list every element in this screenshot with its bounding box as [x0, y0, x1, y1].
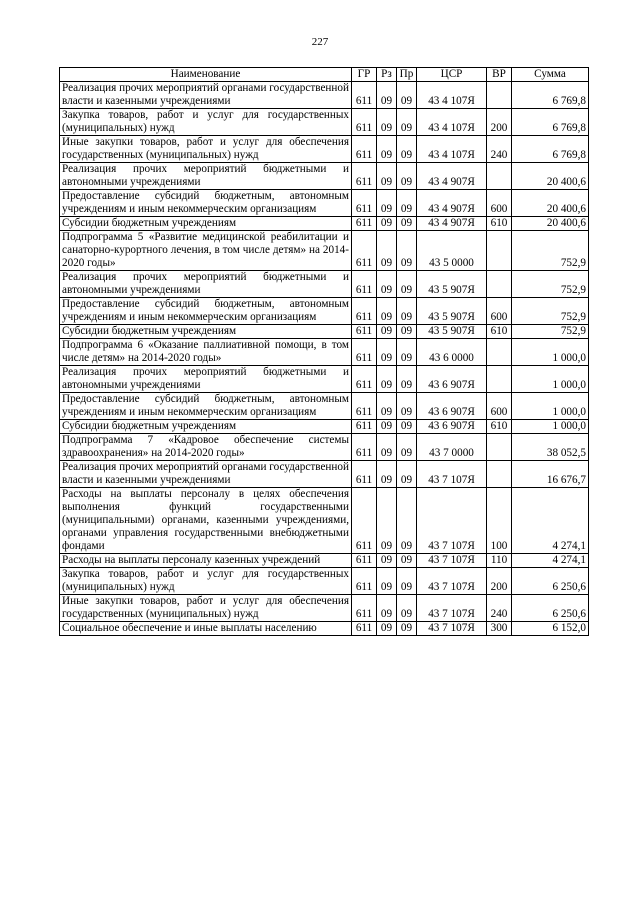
cell-csr: 43 6 0000: [417, 339, 487, 366]
cell-gr: 611: [352, 231, 377, 271]
cell-pr: 09: [397, 393, 417, 420]
cell-name: Иные закупки товаров, работ и услуг для обеспечения государственных (муниципальных) нужд: [60, 136, 352, 163]
cell-sum: 1 000,0: [512, 393, 589, 420]
cell-name: Субсидии бюджетным учреждениям: [60, 420, 352, 434]
cell-csr: 43 7 0000: [417, 434, 487, 461]
cell-gr: 611: [352, 190, 377, 217]
cell-gr: 611: [352, 393, 377, 420]
cell-csr: 43 4 107Я: [417, 109, 487, 136]
header-rz: Рз: [377, 68, 397, 82]
cell-pr: 09: [397, 461, 417, 488]
cell-sum: 752,9: [512, 271, 589, 298]
cell-csr: 43 6 907Я: [417, 393, 487, 420]
cell-name: Реализация прочих мероприятий бюджетными и автономными учреждениями: [60, 271, 352, 298]
cell-sum: 6 769,8: [512, 82, 589, 109]
cell-pr: 09: [397, 366, 417, 393]
cell-csr: 43 5 907Я: [417, 271, 487, 298]
cell-sum: 4 274,1: [512, 488, 589, 554]
cell-csr: 43 5 0000: [417, 231, 487, 271]
cell-name: Субсидии бюджетным учреждениям: [60, 325, 352, 339]
table-row: [60, 109, 589, 136]
cell-pr: 09: [397, 163, 417, 190]
cell-gr: 611: [352, 488, 377, 554]
cell-name: Субсидии бюджетным учреждениям: [60, 217, 352, 231]
cell-csr: 43 4 107Я: [417, 82, 487, 109]
cell-pr: 09: [397, 298, 417, 325]
cell-csr: 43 5 907Я: [417, 298, 487, 325]
cell-vr: 600: [487, 298, 512, 325]
cell-vr: [487, 339, 512, 366]
cell-name: Закупка товаров, работ и услуг для государственных (муниципальных) нужд: [60, 109, 352, 136]
header-csr: ЦСР: [417, 68, 487, 82]
cell-pr: 09: [397, 231, 417, 271]
cell-rz: 09: [377, 366, 397, 393]
header-row: [60, 68, 589, 82]
table-row: [60, 217, 589, 231]
cell-pr: 09: [397, 568, 417, 595]
cell-rz: 09: [377, 231, 397, 271]
cell-gr: 611: [352, 325, 377, 339]
cell-sum: 6 769,8: [512, 109, 589, 136]
cell-csr: 43 7 107Я: [417, 488, 487, 554]
cell-gr: 611: [352, 136, 377, 163]
cell-vr: 200: [487, 568, 512, 595]
cell-rz: 09: [377, 554, 397, 568]
cell-gr: 611: [352, 82, 377, 109]
table-row: [60, 393, 589, 420]
cell-csr: 43 4 907Я: [417, 217, 487, 231]
cell-pr: 09: [397, 488, 417, 554]
cell-rz: 09: [377, 109, 397, 136]
cell-sum: 1 000,0: [512, 420, 589, 434]
cell-name: Расходы на выплаты персоналу в целях обеспечения выполнения функций государственными (муниципальными) органами, казенными учреждениями, органами управления государственными внебюджетными фондами: [60, 488, 352, 554]
cell-gr: 611: [352, 554, 377, 568]
cell-sum: 16 676,7: [512, 461, 589, 488]
cell-name: Предоставление субсидий бюджетным, автономным учреждениям и иным некоммерческим организациям: [60, 298, 352, 325]
cell-sum: 6 250,6: [512, 568, 589, 595]
cell-pr: 09: [397, 136, 417, 163]
table-header: [60, 68, 589, 82]
cell-vr: [487, 271, 512, 298]
cell-gr: 611: [352, 568, 377, 595]
table-row: [60, 434, 589, 461]
table-row: [60, 568, 589, 595]
cell-gr: 611: [352, 461, 377, 488]
header-sum: Сумма: [512, 68, 589, 82]
cell-rz: 09: [377, 163, 397, 190]
cell-pr: 09: [397, 109, 417, 136]
cell-gr: 611: [352, 109, 377, 136]
cell-sum: 752,9: [512, 231, 589, 271]
cell-gr: 611: [352, 434, 377, 461]
cell-vr: 200: [487, 109, 512, 136]
cell-sum: 4 274,1: [512, 554, 589, 568]
cell-vr: [487, 461, 512, 488]
cell-rz: 09: [377, 393, 397, 420]
cell-pr: 09: [397, 190, 417, 217]
cell-name: Подпрограмма 5 «Развитие медицинской реабилитации и санаторно-курортного лечения, в том числе детям» на 2014-2020 годы»: [60, 231, 352, 271]
header-vr: ВР: [487, 68, 512, 82]
cell-rz: 09: [377, 339, 397, 366]
cell-name: Расходы на выплаты персоналу казенных учреждений: [60, 554, 352, 568]
cell-rz: 09: [377, 271, 397, 298]
cell-vr: 610: [487, 325, 512, 339]
cell-csr: 43 7 107Я: [417, 568, 487, 595]
cell-name: Иные закупки товаров, работ и услуг для обеспечения государственных (муниципальных) нужд: [60, 595, 352, 622]
table-row: [60, 366, 589, 393]
header-name: Наименование: [60, 68, 352, 82]
cell-vr: [487, 163, 512, 190]
cell-rz: 09: [377, 420, 397, 434]
cell-vr: 240: [487, 136, 512, 163]
cell-name: Реализация прочих мероприятий органами государственной власти и казенными учреждениями: [60, 82, 352, 109]
cell-gr: 611: [352, 271, 377, 298]
cell-pr: 09: [397, 82, 417, 109]
cell-name: Подпрограмма 6 «Оказание паллиативной помощи, в том числе детям» на 2014-2020 годы»: [60, 339, 352, 366]
cell-rz: 09: [377, 325, 397, 339]
cell-vr: 110: [487, 554, 512, 568]
table-row: [60, 622, 589, 636]
cell-gr: 611: [352, 366, 377, 393]
cell-name: Предоставление субсидий бюджетным, автономным учреждениям и иным некоммерческим организациям: [60, 393, 352, 420]
cell-csr: 43 7 107Я: [417, 461, 487, 488]
cell-rz: 09: [377, 298, 397, 325]
cell-vr: [487, 231, 512, 271]
cell-csr: 43 6 907Я: [417, 420, 487, 434]
table-row: [60, 488, 589, 554]
cell-pr: 09: [397, 622, 417, 636]
cell-pr: 09: [397, 595, 417, 622]
cell-sum: 20 400,6: [512, 217, 589, 231]
cell-csr: 43 6 907Я: [417, 366, 487, 393]
cell-name: Закупка товаров, работ и услуг для государственных (муниципальных) нужд: [60, 568, 352, 595]
table-row: [60, 82, 589, 109]
cell-gr: 611: [352, 298, 377, 325]
cell-gr: 611: [352, 622, 377, 636]
cell-sum: 1 000,0: [512, 339, 589, 366]
page-number: 227: [311, 36, 329, 48]
table-row: [60, 595, 589, 622]
cell-pr: 09: [397, 325, 417, 339]
table-row: [60, 298, 589, 325]
cell-csr: 43 7 107Я: [417, 622, 487, 636]
cell-sum: 38 052,5: [512, 434, 589, 461]
cell-rz: 09: [377, 434, 397, 461]
cell-rz: 09: [377, 136, 397, 163]
cell-gr: 611: [352, 339, 377, 366]
cell-sum: 20 400,6: [512, 163, 589, 190]
cell-csr: 43 4 107Я: [417, 136, 487, 163]
cell-vr: [487, 82, 512, 109]
cell-csr: 43 7 107Я: [417, 554, 487, 568]
table-row: [60, 325, 589, 339]
cell-sum: 752,9: [512, 298, 589, 325]
cell-rz: 09: [377, 568, 397, 595]
table-row: [60, 339, 589, 366]
cell-pr: 09: [397, 434, 417, 461]
header-pr: Пр: [397, 68, 417, 82]
cell-name: Предоставление субсидий бюджетным, автономным учреждениям и иным некоммерческим организациям: [60, 190, 352, 217]
cell-rz: 09: [377, 82, 397, 109]
table-row: [60, 271, 589, 298]
budget-table: [59, 67, 589, 636]
cell-csr: 43 5 907Я: [417, 325, 487, 339]
cell-sum: 752,9: [512, 325, 589, 339]
cell-vr: 100: [487, 488, 512, 554]
cell-vr: 610: [487, 420, 512, 434]
table-body: [60, 82, 589, 636]
cell-name: Социальное обеспечение и иные выплаты населению: [60, 622, 352, 636]
table-row: [60, 163, 589, 190]
cell-name: Реализация прочих мероприятий бюджетными и автономными учреждениями: [60, 163, 352, 190]
table-row: [60, 554, 589, 568]
cell-vr: 240: [487, 595, 512, 622]
table-row: [60, 231, 589, 271]
cell-csr: 43 4 907Я: [417, 163, 487, 190]
cell-name: Подпрограмма 7 «Кадровое обеспечение системы здравоохранения» на 2014-2020 годы»: [60, 434, 352, 461]
cell-rz: 09: [377, 217, 397, 231]
table-row: [60, 136, 589, 163]
cell-sum: 20 400,6: [512, 190, 589, 217]
cell-rz: 09: [377, 190, 397, 217]
table-row: [60, 420, 589, 434]
cell-rz: 09: [377, 488, 397, 554]
cell-gr: 611: [352, 163, 377, 190]
cell-rz: 09: [377, 461, 397, 488]
cell-vr: 600: [487, 190, 512, 217]
cell-gr: 611: [352, 217, 377, 231]
cell-vr: 300: [487, 622, 512, 636]
cell-name: Реализация прочих мероприятий органами государственной власти и казенными учреждениями: [60, 461, 352, 488]
cell-vr: 610: [487, 217, 512, 231]
cell-csr: 43 7 107Я: [417, 595, 487, 622]
cell-rz: 09: [377, 622, 397, 636]
cell-rz: 09: [377, 595, 397, 622]
cell-sum: 6 250,6: [512, 595, 589, 622]
cell-vr: [487, 434, 512, 461]
cell-pr: 09: [397, 217, 417, 231]
table-row: [60, 461, 589, 488]
cell-csr: 43 4 907Я: [417, 190, 487, 217]
cell-name: Реализация прочих мероприятий бюджетными и автономными учреждениями: [60, 366, 352, 393]
cell-vr: [487, 366, 512, 393]
cell-pr: 09: [397, 554, 417, 568]
cell-pr: 09: [397, 339, 417, 366]
cell-pr: 09: [397, 271, 417, 298]
cell-sum: 6 152,0: [512, 622, 589, 636]
cell-gr: 611: [352, 595, 377, 622]
cell-gr: 611: [352, 420, 377, 434]
cell-sum: 6 769,8: [512, 136, 589, 163]
cell-sum: 1 000,0: [512, 366, 589, 393]
cell-vr: 600: [487, 393, 512, 420]
table-row: [60, 190, 589, 217]
cell-pr: 09: [397, 420, 417, 434]
header-gr: ГР: [352, 68, 377, 82]
